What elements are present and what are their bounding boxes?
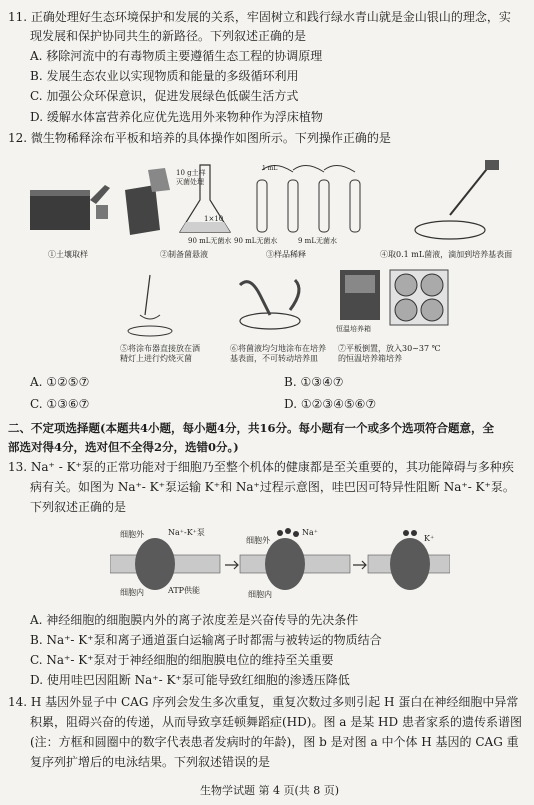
step6-caption-line1: ⑥将菌液均匀地涂布在培养 [230, 344, 326, 353]
sterile-label: 灭菌处理 [176, 178, 204, 186]
q13-pump-figure [110, 525, 450, 605]
outside2-label: 细胞外 [246, 536, 270, 545]
water90a-label: 90 mL无菌水 [188, 237, 232, 245]
q11-stem-cont: 现发展和保护协同共生的新路径。下列叙述正确的是 [30, 29, 307, 43]
incubator-label: 恒温培养箱 [336, 325, 371, 333]
step4-caption: ④取0.1 mL菌液，滴加到培养基表面 [380, 250, 513, 259]
q12-option-a: A. ①②⑤⑦ [30, 375, 90, 389]
step2-caption: ②制备菌悬液 [160, 250, 208, 259]
step3-caption: ③样品稀释 [266, 250, 306, 259]
ml1-label: 1 mL [262, 165, 278, 172]
q13-stem-line2: 病有关。如图为 Na⁺- K⁺泵运输 K⁺和 Na⁺过程示意图，哇巴因可特异性阻断 Na⁺- K⁺泵。 [30, 480, 515, 494]
q13-option-b: B. Na⁺- K⁺泵和离子通道蛋白运输离子时都需与被转运的物质结合 [30, 633, 382, 647]
q12-stem: 12. 微生物稀释涂布平板和培养的具体操作如图所示。下列操作正确的是 [8, 131, 391, 145]
inside-label: 细胞内 [120, 588, 144, 597]
q13-option-a: A. 神经细胞的细胞膜内外的离子浓度差是兴奋传导的先决条件 [30, 613, 359, 627]
spreader-flame-illustration [128, 275, 172, 336]
q13-option-d: D. 使用哇巴因阻断 Na⁺- K⁺泵可能导致红细胞的渗透压降低 [30, 673, 350, 687]
atp-label: ATP供能 [168, 586, 201, 595]
water9-label: 9 mL无菌水 [298, 237, 337, 245]
inside2-label: 细胞内 [248, 590, 272, 599]
membrane-panel-3 [368, 530, 450, 590]
pipette-plate-illustration [415, 160, 499, 239]
section2-heading-cont: 部选对得4分，选对但不全得2分，选错0分。) [8, 440, 239, 454]
soil-label: 10 g土样 [176, 169, 206, 177]
q13-stem-line1: 13. Na⁺ - K⁺泵的正常功能对于细胞乃至整个机体的健康都是至关重要的，其功能障碍与多种疾 [8, 460, 514, 474]
q14-stem-line4: 复序列扩增后的电泳结果。下列叙述错误的是 [30, 755, 271, 769]
q11-option-c: C. 加强公众环保意识，促进发展绿色低碳生活方式 [30, 89, 299, 103]
q11-option-a: A. 移除河流中的有毒物质主要遵循生态工程的协调原理 [30, 49, 323, 63]
q12-option-c: C. ①③⑥⑦ [30, 397, 90, 411]
outside-label: 细胞外 [120, 530, 144, 539]
q14-stem-line1: 14. H 基因外显子中 CAG 序列会发生多次重复，重复次数过多则引起 H 蛋白在神经细胞中异常 [8, 695, 519, 709]
pump-label: Na⁺-K⁺泵 [168, 528, 205, 537]
q11-stem: 11. 正确处理好生态环境保护和发展的关系，牢固树立和践行绿水青山就是金山银山的理念，实 [8, 10, 511, 24]
page-footer: 生物学试题 第 4 页(共 8 页) [200, 784, 340, 797]
na-label: Na⁺ [302, 528, 318, 537]
q14-stem-line3: (注：方框和圆圈中的数字代表患者发病时的年龄)，图 b 是对图 a 中个体 H 基因的 CAG 重 [30, 735, 519, 749]
q14-stem-line2: 积累，阻碍兴奋的传递，从而导致享廷顿舞蹈症(HD)。图 a 是某 HD 患者家系的遗传系谱图 [30, 715, 522, 729]
step6-caption-line2: 基表面，不可转动培养皿 [230, 354, 318, 363]
step7-caption-line1: ⑦平板倒置，放入30~37 ℃ [338, 344, 441, 353]
step7-caption-line2: 的恒温培养箱培养 [338, 354, 402, 363]
flask-label: 1×10 [204, 215, 224, 223]
soil-sample-illustration [30, 185, 110, 230]
q12-option-d: D. ①②③④⑤⑥⑦ [284, 397, 377, 411]
step1-caption: ①土壤取样 [48, 250, 88, 259]
dilution-tubes-illustration [257, 165, 360, 232]
q11-option-d: D. 缓解水体富营养化应优先选用外来物种作为浮床植物 [30, 110, 323, 124]
q11-option-b: B. 发展生态农业以实现物质和能量的多级循环利用 [30, 69, 299, 83]
step5-caption-line1: ⑤将涂布器直接放在酒 [120, 344, 200, 353]
step5-caption-line2: 精灯上进行灼烧灭菌 [120, 354, 192, 363]
q12-option-b: B. ①③④⑦ [284, 375, 344, 389]
q13-stem-line3: 下列叙述正确的是 [30, 500, 127, 514]
q13-option-c: C. Na⁺- K⁺泵对于神经细胞的细胞膜电位的维持至关重要 [30, 653, 334, 667]
membrane-panel-1 [110, 538, 220, 590]
spreading-illustration [240, 280, 300, 329]
k-label: K⁺ [424, 534, 435, 543]
plates-illustration [390, 270, 448, 325]
incubator-illustration [340, 270, 380, 320]
q12-figure-row2 [110, 265, 450, 340]
section2-heading: 二、不定项选择题(本题共4小题，每小题4分，共16分。每小题有一个或多个选项符合题意，全 [8, 421, 494, 435]
water90b-label: 90 mL无菌水 [234, 237, 278, 245]
